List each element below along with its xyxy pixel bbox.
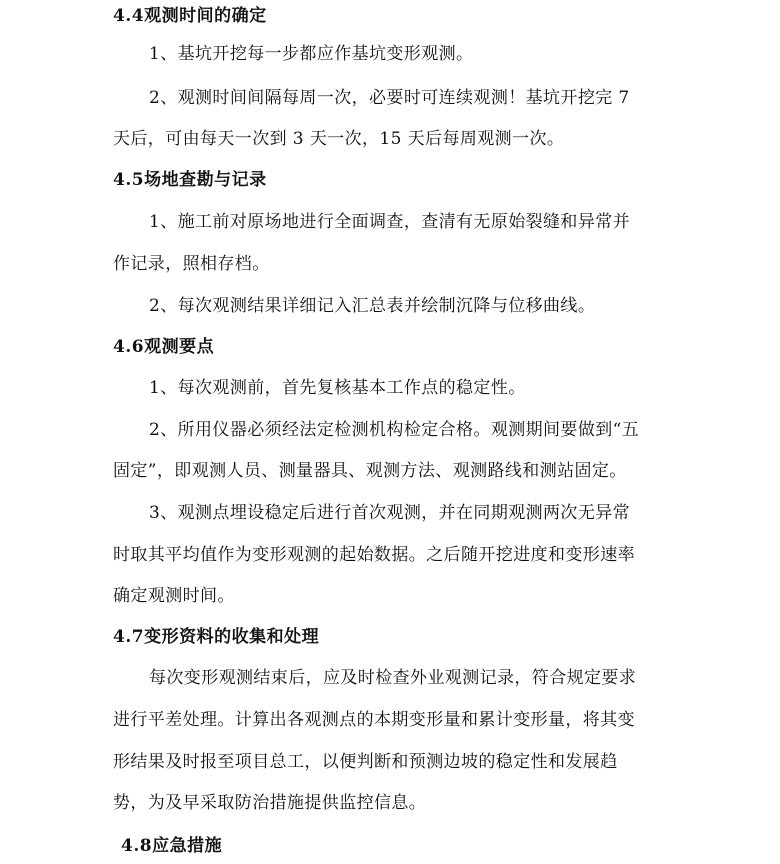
- paragraph-line: 形结果及时报至项目总工，以便判断和预测边坡的稳定性和发展趋: [113, 752, 618, 772]
- section-heading-4-8: 4.8应急措施: [121, 836, 223, 856]
- paragraph-line: 2、观测时间间隔每周一次，必要时可连续观测！基坑开挖完 7: [149, 88, 630, 108]
- section-heading-4-4: 4.4观测时间的确定: [113, 6, 267, 26]
- paragraph-line: 2、所用仪器必须经法定检测机构检定合格。观测期间要做到“五: [149, 420, 640, 440]
- section-heading-4-5: 4.5场地查勘与记录: [113, 170, 267, 190]
- section-heading-4-7: 4.7变形资料的收集和处理: [113, 627, 320, 647]
- paragraph-line: 时取其平均值作为变形观测的起始数据。之后随开挖进度和变形速率: [113, 545, 635, 565]
- paragraph-line: 固定”，即观测人员、测量器具、观测方法、观测路线和测站固定。: [113, 461, 627, 481]
- paragraph-line: 作记录，照相存档。: [113, 254, 270, 274]
- paragraph-line: 进行平差处理。计算出各观测点的本期变形量和累计变形量，将其变: [113, 710, 635, 730]
- paragraph-line: 天后，可由每天一次到 3 天一次，15 天后每周观测一次。: [113, 129, 565, 149]
- paragraph-line: 1、每次观测前，首先复核基本工作点的稳定性。: [149, 378, 526, 398]
- paragraph-line: 1、施工前对原场地进行全面调查，查清有无原始裂缝和异常并: [149, 212, 631, 232]
- paragraph-line: 每次变形观测结束后，应及时检查外业观测记录，符合规定要求: [149, 668, 637, 688]
- section-heading-4-6: 4.6观测要点: [113, 337, 215, 357]
- paragraph-line: 势，为及早采取防治措施提供监控信息。: [113, 793, 427, 813]
- paragraph-line: 3、观测点埋设稳定后进行首次观测，并在同期观测两次无异常: [149, 503, 631, 523]
- paragraph-line: 2、每次观测结果详细记入汇总表并绘制沉降与位移曲线。: [149, 296, 596, 316]
- paragraph-line: 1、基坑开挖每一步都应作基坑变形观测。: [149, 44, 474, 64]
- paragraph-line: 确定观测时间。: [113, 586, 235, 606]
